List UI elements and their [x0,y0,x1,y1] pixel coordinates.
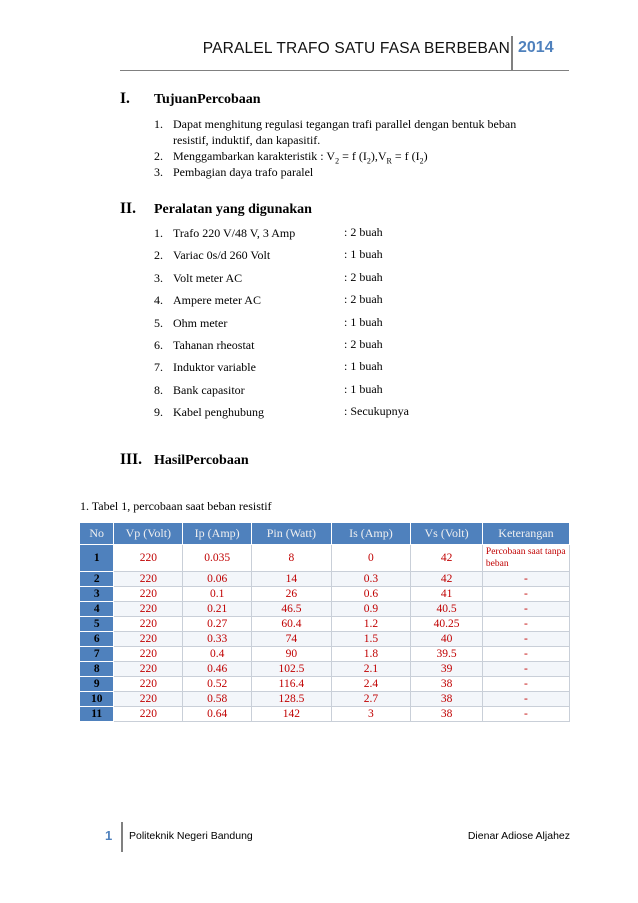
section-3-number: III. [120,451,142,468]
equipment-name: Bank capasitor [173,382,245,397]
list-number: 9. [154,405,163,420]
table-cell: 6 [80,632,114,647]
table-cell: 0.58 [183,692,252,707]
table-row [80,707,570,722]
equipment-name: Kabel penghubung [173,405,264,420]
table-cell: - [482,662,569,677]
footer-author: Dienar Adiose Aljahez [467,830,570,842]
table-row [80,602,570,617]
section-2-number: II. [120,200,136,217]
column-header-ip: Ip (Amp) [183,523,252,545]
table-cell: 0 [331,545,411,572]
table-cell: 1 [80,545,114,572]
table-cell: 7 [80,647,114,662]
equipment-name: Ohm meter [173,315,228,330]
table-cell: 8 [252,545,332,572]
table-cell: - [482,647,569,662]
document-header-year: 2014 [518,39,554,56]
table-cell: 220 [114,707,183,722]
list-number: 3. [154,165,163,179]
equipment-quantity: : 1 buah [344,314,383,329]
table-cell: 142 [252,707,332,722]
table-cell: 41 [411,587,483,602]
table-cell: 38 [411,692,483,707]
table-cell: 0.9 [331,602,411,617]
table-cell: 116.4 [252,677,332,692]
list-number: 2. [154,248,163,263]
table-row [80,617,570,632]
table-cell: 39 [411,662,483,677]
equipment-name: Trafo 220 V/48 V, 3 Amp [173,226,296,240]
table-row [80,587,570,602]
table-cell: 220 [114,632,183,647]
column-header-no: No [80,523,114,545]
table-cell: 220 [114,545,183,572]
table-cell: 0.06 [183,572,252,587]
table-cell: 220 [114,587,183,602]
table-cell: - [482,692,569,707]
list-number: 4. [154,293,163,308]
table-row [80,677,570,692]
column-header-vs: Vs (Volt) [411,523,483,545]
table-cell: 38 [411,677,483,692]
table-cell: 3 [80,587,114,602]
objective-text: Pembagian daya trafo paralel [173,165,314,179]
table-cell: 1.8 [331,647,411,662]
table-cell: Percobaan saat tanpa beban [482,545,569,572]
page-number: 1 [105,828,113,843]
equipment-quantity: : 1 buah [344,381,383,396]
table-cell: - [482,707,569,722]
table-cell: 74 [252,632,332,647]
table-cell: 60.4 [252,617,332,632]
table-cell: 0.33 [183,632,252,647]
section-3-title: HasilPercobaan [154,453,249,468]
table-cell: 2.1 [331,662,411,677]
table-cell: 0.3 [331,572,411,587]
equipment-quantity: : 1 buah [344,359,383,374]
column-header-vp: Vp (Volt) [114,523,183,545]
table-cell: - [482,572,569,587]
equipment-name: Induktor variable [173,360,256,375]
table-cell: 26 [252,587,332,602]
equipment-quantity: : 2 buah [344,269,383,284]
column-header-pin: Pin (Watt) [252,523,332,545]
header-divider [511,36,513,70]
table-cell: - [482,617,569,632]
table-cell: 128.5 [252,692,332,707]
table-cell: 40.25 [411,617,483,632]
equipment-quantity: : 1 buah [344,247,383,262]
table-cell: 0.27 [183,617,252,632]
table-cell: 0.52 [183,677,252,692]
table-cell: 42 [411,572,483,587]
list-number: 3. [154,270,163,285]
table-cell: 4 [80,602,114,617]
table-header-row [80,523,570,545]
table-cell: 0.6 [331,587,411,602]
section-1-title: TujuanPercobaan [154,92,261,107]
table-cell: 0.46 [183,662,252,677]
table-cell: 220 [114,677,183,692]
table-cell: 102.5 [252,662,332,677]
equipment-name: Ampere meter AC [173,293,261,308]
table-cell: 42 [411,545,483,572]
table-cell: 2 [80,572,114,587]
column-header-keterangan: Keterangan [482,523,569,545]
table-cell: 8 [80,662,114,677]
column-header-is: Is (Amp) [331,523,411,545]
table-cell: 5 [80,617,114,632]
table-row [80,662,570,677]
list-number: 1. [154,117,163,131]
table-cell: 14 [252,572,332,587]
table-row [80,545,570,572]
document-header-title: PARALEL TRAFO SATU FASA BERBEBAN [202,40,510,57]
table-cell: 220 [114,647,183,662]
list-number: 8. [154,382,163,397]
table-cell: 220 [114,692,183,707]
table-cell: - [482,587,569,602]
list-number: 7. [154,360,163,375]
table-cell: 220 [114,662,183,677]
table-cell: 38 [411,707,483,722]
equipment-quantity: : 2 buah [344,292,383,307]
table-cell: 220 [114,602,183,617]
table-cell: 220 [114,617,183,632]
table-cell: 46.5 [252,602,332,617]
table-row [80,692,570,707]
table-cell: 0.1 [183,587,252,602]
table-cell: - [482,632,569,647]
table-cell: 40 [411,632,483,647]
table-cell: 0.035 [183,545,252,572]
results-table [79,522,570,722]
equipment-name: Volt meter AC [173,270,243,285]
section-1-number: I. [120,90,130,107]
table-cell: 39.5 [411,647,483,662]
equipment-name: Variac 0s/d 260 Volt [173,248,271,263]
table-cell: - [482,602,569,617]
list-number: 2. [154,149,163,163]
table-cell: 9 [80,677,114,692]
table-cell: 40.5 [411,602,483,617]
footer-divider [121,822,123,852]
table-cell: 11 [80,707,114,722]
table-cell: 1.5 [331,632,411,647]
header-rule [120,70,569,71]
table-cell: 0.4 [183,647,252,662]
table-cell: 220 [114,572,183,587]
table-cell: 3 [331,707,411,722]
table-row [80,647,570,662]
footer-institution: Politeknik Negeri Bandung [129,830,253,842]
table-cell: 0.64 [183,707,252,722]
table-cell: - [482,677,569,692]
table-cell: 0.21 [183,602,252,617]
list-number: 1. [154,226,163,240]
equipment-quantity: : 2 buah [344,225,383,239]
objective-text-continued: resistif, induktif, dan kapasitif. [173,133,321,147]
table-cell: 1.2 [331,617,411,632]
table-row [80,632,570,647]
equipment-quantity: : Secukupnya [344,404,409,419]
table-cell: 90 [252,647,332,662]
table-body [80,545,570,722]
table-cell: 2.4 [331,677,411,692]
table-cell: 2.7 [331,692,411,707]
table-cell: 10 [80,692,114,707]
objective-text: Dapat menghitung regulasi tegangan trafi parallel dengan bentuk beban [173,117,517,131]
equipment-quantity: : 2 buah [344,337,383,351]
list-number: 5. [154,315,163,330]
objective-formula-text: Menggambarkan karakteristik : $V_2 = f$ $(I_2),V_R = f$ $(I_2)$ [173,149,428,166]
section-2-title: Peralatan yang digunakan [154,202,312,217]
table-caption: 1. Tabel 1, percobaan saat beban resistif [80,499,272,513]
table-row [80,572,570,587]
list-number: 6. [154,338,163,352]
equipment-name: Tahanan rheostat [173,338,255,352]
